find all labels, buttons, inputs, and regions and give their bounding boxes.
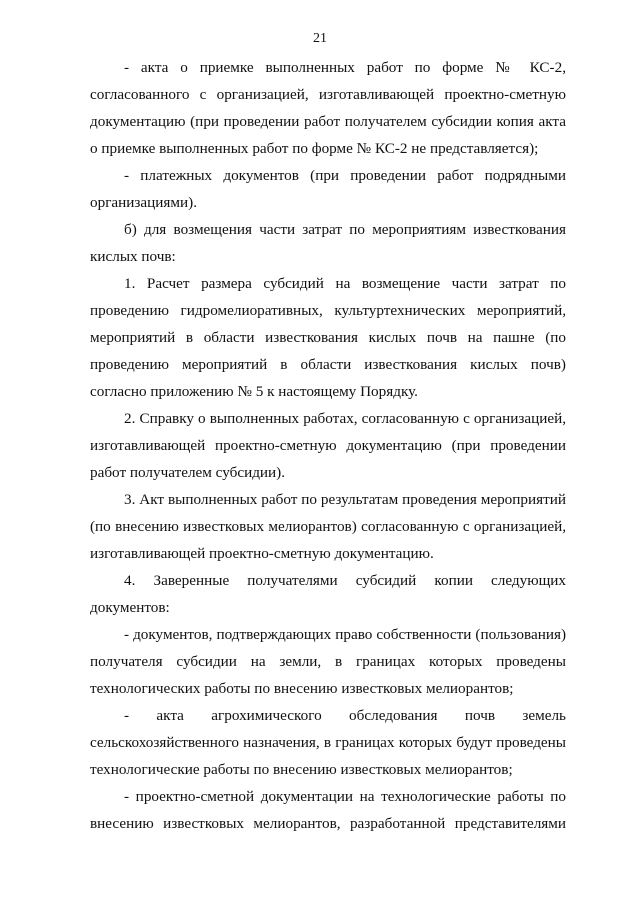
- document-body: [90, 54, 566, 837]
- paragraph-payment-documents: - платежных документов (при проведении работ подрядными организациями).: [90, 167, 566, 211]
- paragraph-design-documentation: - проектно-сметной документации на технологические работы по внесению известковых мелиорантов, разработанной представителями: [90, 788, 566, 832]
- paragraph-ownership-documents: - документов, подтверждающих право собственности (пользования) получателя субсидии на земли, в границах которых проведены технологических работы по внесению известковых мелиорантов;: [90, 626, 566, 697]
- paragraph-work-act: 3. Акт выполненных работ по результатам проведения мероприятий (по внесению известковых мелиорантов) согласованную с организацией, изготавливающей проектно-сметную документацию.: [90, 491, 566, 562]
- paragraph-work-certificate: 2. Справку о выполненных работах, согласованную с организацией, изготавливающей проектно-сметную документацию (при проведении работ получателем субсидии).: [90, 410, 566, 481]
- paragraph-certified-copies: 4. Заверенные получателями субсидий копии следующих документов:: [90, 572, 566, 616]
- paragraph-liming-costs: б) для возмещения части затрат по мероприятиям известкования кислых почв:: [90, 221, 566, 265]
- paragraph-ks2-act: - акта о приемке выполненных работ по форме № КС-2, согласованного с организацией, изготавливающей проектно-сметную документацию (при проведении работ получателем субсидии копия акта о приемке выполненных работ по форме № КС-2 не представляется);: [90, 59, 566, 157]
- paragraph-subsidy-calculation: 1. Расчет размера субсидий на возмещение части затрат по проведению гидромелиоративных, культуртехнических мероприятий, мероприятий в области известкования кислых почв на пашне (по проведению мероприятий в области известкования кислых почв) согласно приложению № 5 к настоящему Порядку.: [90, 275, 566, 400]
- paragraph-agrochemical-survey: - акта агрохимического обследования почв земель сельскохозяйственного назначения, в границах которых будут проведены технологические работы по внесению известковых мелиорантов;: [90, 707, 566, 778]
- page-number: 21: [313, 31, 327, 46]
